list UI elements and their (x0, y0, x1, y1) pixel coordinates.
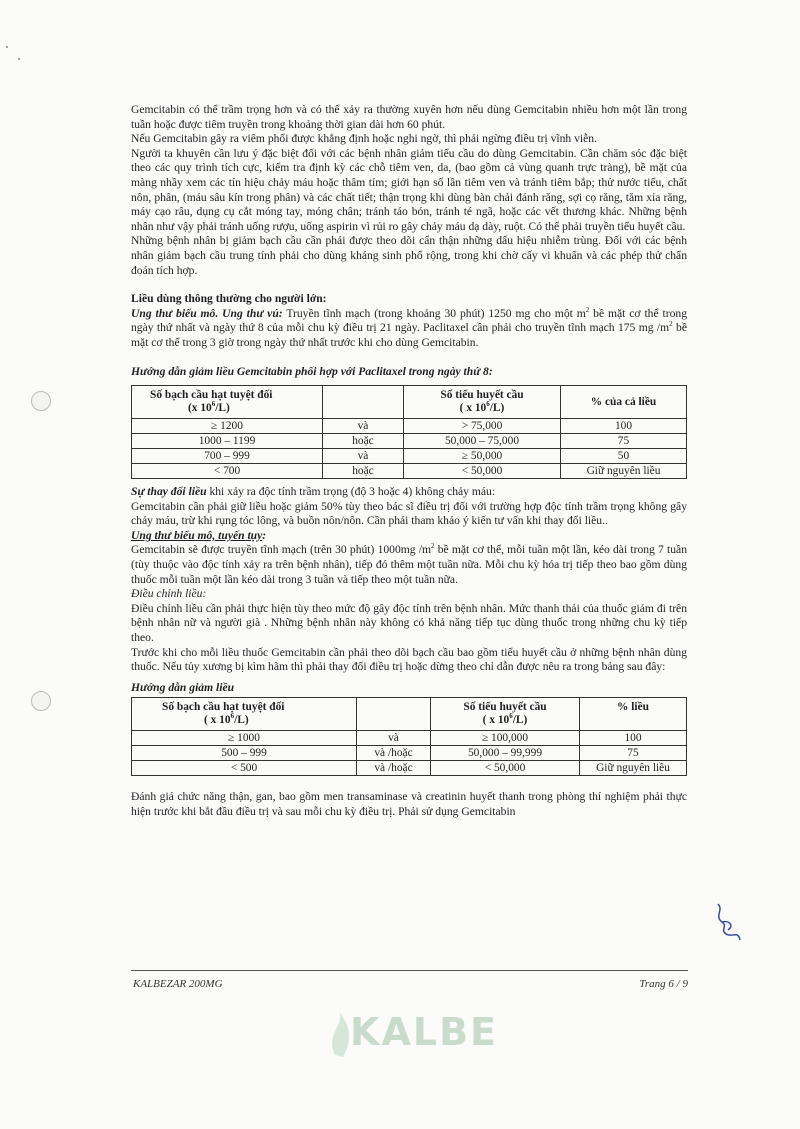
punch-hole (31, 391, 51, 411)
header-dose-percent: % của cả liều (561, 386, 687, 419)
header-granulocyte: Số bạch cầu hạt tuyệt đối ( x $10^6/L$) (132, 698, 357, 731)
paragraph-pancreas: Gemcitabin sẽ được truyền tĩnh mạch (trên 30 phút) 1000mg $/m^2$ bề mặt cơ thể, mỗi tuần một lần, kéo dài trong 7 tuần (tùy thuộc vào độc tính xảy ra trên bệnh nhân), tiếp đó thêm một tuần nữa. Mỗi chu kỳ hóa trị tiếp theo bao gồm dùng thuốc mỗi tuần một lần kéo dài trong 3 tuần và tiếp theo một tuần nữa. (131, 542, 687, 586)
document-body (131, 103, 687, 820)
header-blank (323, 386, 404, 419)
paragraph: Người ta khuyên cần lưu ý đặc biệt đối với các bệnh nhân giảm tiểu cầu do dùng Gemcitabin. Cần chăm sóc đặc biệt theo các quy trình tích cực, kiểm tra định kỳ các chỗ tiêm ven, da, (bao gồm cả vùng quanh trực tràng), bề mặt của màng nhầy xem các tín hiệu chảy máu hoặc thâm tím; giới hạn số lần tiêm ven và tránh tiêm bắp; thử nước tiểu, chất nôn, phân, (máu sâu kín trong phân) và các chất tiết; thận trọng khi dùng bàn chải đánh răng, sợi cọ răng, tăm xỉa răng, máy cạo râu, dụng cụ cắt móng tay, móng chân; tránh táo bón, tránh té ngã, hoặc các vết thương khác. Những bệnh nhân như vậy phải tránh uống rượu, uống aspirin vì rủi ro gây chảy máu dạ dày, ruột. Có thể phải truyền tiểu huyết cầu. (131, 146, 687, 233)
dose-reduction-table-2 (131, 697, 687, 776)
table-caption: Hướng dẫn giảm liều Gemcitabin phối hợp với Paclitaxel trong ngày thứ 8: (131, 364, 493, 378)
paragraph: Điều chỉnh liều cần phải thực hiện tùy theo mức độ gây độc tính trên bệnh nhân. Mức thanh thải của thuốc giảm đi trên bệnh nhân nữ và người già . Những bệnh nhân này không có khả năng tiếp tục dùng thuốc trong những chu kỳ tiếp theo. (131, 601, 687, 645)
header-platelet: Số tiểu huyết cầu ( x $10^6/L$) (404, 386, 561, 419)
paragraph: Đánh giá chức năng thận, gan, bao gồm men transaminase và creatinin huyết thanh trong phòng thí nghiệm phải thực hiện trước khi bắt đầu điều trị và sau mỗi chu kỳ điều trị. Phải sử dụng Gemcitabin (131, 790, 687, 818)
paragraph-breast-cancer: Ung thư biểu mô. Ung thư vú: Truyền tĩnh mạch (trong khoảng 30 phút) 1250 mg cho một $m^2$ bề mặt cơ thể trong ngày thứ nhất và ngày thứ 8 của mỗi chu kỳ điều trị 21 ngày. Paclitaxel cần phải cho truyền tĩnh mạch 175 mg $/m^2$ bề mặt cơ thể trong 3 giờ trong ngày thứ nhất trước khi cho dùng Gemcitabin. (131, 305, 687, 349)
table-row: 700 – 999 và ≥ 50,000 50 (132, 449, 687, 464)
signature-icon (710, 900, 750, 950)
subheading-pancreas: Ung thư biểu mô, tuyến tụy: (131, 528, 267, 542)
table-row: ≥ 1000 và ≥ 100,000 100 (132, 731, 687, 746)
footer-product-name: KALBEZAR 200MG (133, 978, 223, 990)
header-granulocyte: Số bạch cầu hạt tuyệt đối (x $10^6/L$) (132, 386, 323, 419)
dose-reduction-table-1 (131, 385, 687, 479)
punch-hole (31, 691, 51, 711)
paragraph: Nếu Gemcitabin gây ra viêm phổi được khẳng định hoặc nghi ngờ, thì phải ngừng điều trị vĩnh viễn. (131, 132, 597, 146)
paragraph: Những bệnh nhân bị giảm bạch cầu cần phải được theo dõi cẩn thận những dấu hiệu nhiễm trùng. Đối với các bệnh nhân giảm bạch cầu trung tính phải cho dùng kháng sinh phổ rộng, trong khi chờ cấy vi khuẩn và các phép thử chẩn đoán tích hợp. (131, 234, 687, 277)
table-header-row (132, 386, 687, 419)
footer-page-number: Trang 6 / 9 (639, 978, 688, 990)
table-header-row (132, 698, 687, 731)
header-dose-percent: % liều (580, 698, 687, 731)
table-row: 1000 – 1199 hoặc 50,000 – 75,000 75 (132, 434, 687, 449)
paragraph: Gemcitabin cần phải giữ liều hoặc giảm 50% tùy theo bác sĩ điều trị đối với trường hợp độc tính trầm trọng không gây chảy máu, trừ khi rụng tóc lông, và buồn nôn/nôn. Cần phải tham khảo ý kiến tư vấn khi thay đổi liều.. (131, 499, 687, 528)
section-heading: Liều dùng thông thường cho người lớn: (131, 292, 327, 306)
table-row: < 700 hoặc < 50,000 Giữ nguyên liều (132, 464, 687, 479)
paragraph: Trước khi cho mỗi liều thuốc Gemcitabin cần phải theo dõi bạch cầu bao gồm tiểu huyết cầu ở những bệnh nhân dùng thuốc. Nếu tủy xương bị kìm hãm thì phải thay đổi điều trị hoặc dừng theo chỉ dẫn được nêu ra trong bảng sau đây: (131, 645, 687, 674)
paragraph-severe-toxicity: Sự thay đổi liều khi xảy ra độc tính trầm trọng (độ 3 hoặc 4) không chảy máu: (131, 485, 496, 499)
table-row: ≥ 1200 và > 75,000 100 (132, 419, 687, 434)
subheading-dose-adjustment: Điều chỉnh liều: (131, 587, 207, 601)
table-caption: Hướng dẫn giảm liều (131, 680, 235, 694)
header-blank (357, 698, 431, 731)
header-platelet: Số tiểu huyết cầu ( x $10^6/L$) (431, 698, 580, 731)
table-row: < 500 và /hoặc < 50,000 Giữ nguyên liều (132, 761, 687, 776)
scan-speck (6, 46, 8, 48)
subheading-dose-change: Sự thay đổi liều (131, 485, 207, 499)
footer-divider (131, 970, 688, 971)
scan-speck (18, 58, 20, 60)
paragraph: Gemcitabin có thể trầm trọng hơn và có thể xảy ra thường xuyên hơn nếu dùng Gemcitabin nhiều hơn một lần trong tuần hoặc được tiêm truyền trong khoảng thời gian dài hơn 60 phút. (131, 103, 687, 131)
subheading-breast-cancer: Ung thư biểu mô. Ung thư vú: (131, 306, 283, 320)
kalbe-logo-text: KALBE (350, 1010, 498, 1054)
table-row: 500 – 999 và /hoặc 50,000 – 99,999 75 (132, 746, 687, 761)
